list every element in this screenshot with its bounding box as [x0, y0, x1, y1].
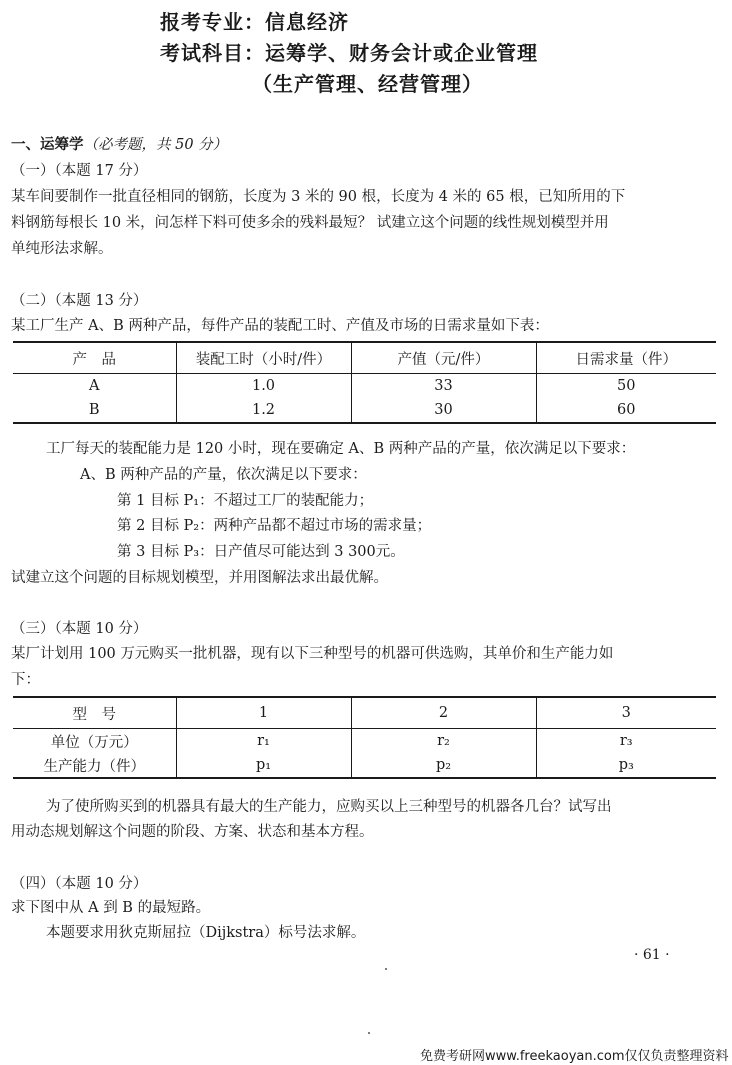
q1-line-2: 料钢筋每根长 10 米，问怎样下料可使多余的残料最短？ 试建立这个问题的线性规划模型并用: [11, 215, 609, 231]
q3-intro-1: 某厂计划用 100 万元购买一批机器，现有以下三种型号的机器可供选购，其单价和生产能力如: [11, 646, 614, 662]
footer-watermark: 免费考研网www.freekaoyan.com仅仅负责整理资料: [420, 1049, 729, 1064]
table-cell: 33: [351, 374, 536, 399]
table-cell: p₃: [536, 753, 716, 778]
section-title: [11, 133, 227, 154]
table-cell: 生产能力（件）: [43, 758, 145, 775]
table-cell: p₂: [351, 753, 536, 778]
subject-title: 考试科目：运筹学、财务会计或企业管理: [160, 41, 538, 65]
table-cell: p₁: [176, 753, 351, 778]
table-cell: r₁: [176, 729, 351, 754]
table-cell: 1.2: [176, 398, 351, 423]
table-header-cell: 3: [536, 697, 716, 729]
q3-table: [13, 696, 716, 779]
scan-speck: [368, 1032, 370, 1034]
table-row: [13, 374, 716, 399]
q2-table: [13, 341, 716, 424]
q2-heading: （二）（本题 13 分）: [11, 293, 148, 309]
subject-subtitle: （生产管理、经营管理）: [252, 72, 483, 96]
table-cell: 50: [536, 374, 716, 399]
q1-heading: （一）（本题 17 分）: [11, 163, 148, 179]
q2-after-line-2: A、B 两种产品的产量，依次满足以下要求：: [80, 467, 367, 483]
q2-after-line-1: 工厂每天的装配能力是 120 小时，现在要确定 A、B 两种产品的产量，依次满足以下要求：: [46, 441, 636, 457]
table-cell: 30: [351, 398, 536, 423]
q2-goal-2: 第 2 目标 P₂：两种产品都不超过市场的需求量；: [117, 518, 432, 534]
table-header-cell: 装配工时（小时/件）: [176, 342, 351, 374]
table-header-cell: 产值（元/件）: [351, 342, 536, 374]
table-row: [13, 398, 716, 423]
table-header-cell: 1: [176, 697, 351, 729]
q4-line-2: 本题要求用狄克斯屈拉（Dijkstra）标号法求解。: [46, 925, 366, 941]
q3-intro-2: 下：: [11, 672, 40, 688]
table-row: [13, 729, 716, 754]
table-cell: A: [89, 378, 100, 394]
q2-after-line-6: 试建立这个问题的目标规划模型，并用图解法求出最优解。: [11, 570, 388, 586]
table-cell: 单位（万元）: [50, 734, 138, 751]
q1-line-3: 单纯形法求解。: [11, 241, 113, 257]
page-number: · 61 ·: [634, 947, 670, 963]
scan-speck: [385, 968, 387, 970]
table-cell: 60: [536, 398, 716, 423]
q3-after-line-2: 用动态规划解这个问题的阶段、方案、状态和基本方程。: [11, 824, 374, 840]
q2-goal-1: 第 1 目标 P₁：不超过工厂的装配能力；: [117, 493, 374, 509]
table-header-cell: 2: [351, 697, 536, 729]
table-cell: 1.0: [176, 374, 351, 399]
q3-after-line-1: 为了使所购买到的机器具有最大的生产能力，应购买以上三种型号的机器各几台？试写出: [46, 799, 612, 815]
q1-line-1: 某车间要制作一批直径相同的钢筋，长度为 3 米的 90 根，长度为 4 米的 65 根，已知所用的下: [11, 189, 626, 205]
section-title-note: （必考题，共 50 分）: [83, 137, 228, 153]
table-header-row: [13, 697, 716, 729]
table-header-cell: 产 品: [13, 342, 176, 374]
major-title: 报考专业：信息经济: [160, 10, 349, 34]
table-header-cell: 型 号: [13, 697, 176, 729]
q2-goal-3: 第 3 目标 P₃：日产值尽可能达到 3 300元。: [117, 544, 405, 560]
q4-line-1: 求下图中从 A 到 B 的最短路。: [11, 900, 211, 916]
q3-heading: （三）（本题 10 分）: [11, 621, 148, 637]
table-header-row: [13, 342, 716, 374]
q4-heading: （四）（本题 10 分）: [11, 876, 148, 892]
q2-intro: 某工厂生产 A、B 两种产品，每件产品的装配工时、产值及市场的日需求量如下表：: [11, 318, 549, 334]
section-title-text: 一、运筹学: [11, 136, 84, 153]
table-cell: r₂: [351, 729, 536, 754]
table-cell: B: [88, 402, 100, 418]
table-row: [13, 753, 716, 778]
table-header-cell: 日需求量（件）: [536, 342, 716, 374]
table-cell: r₃: [536, 729, 716, 754]
